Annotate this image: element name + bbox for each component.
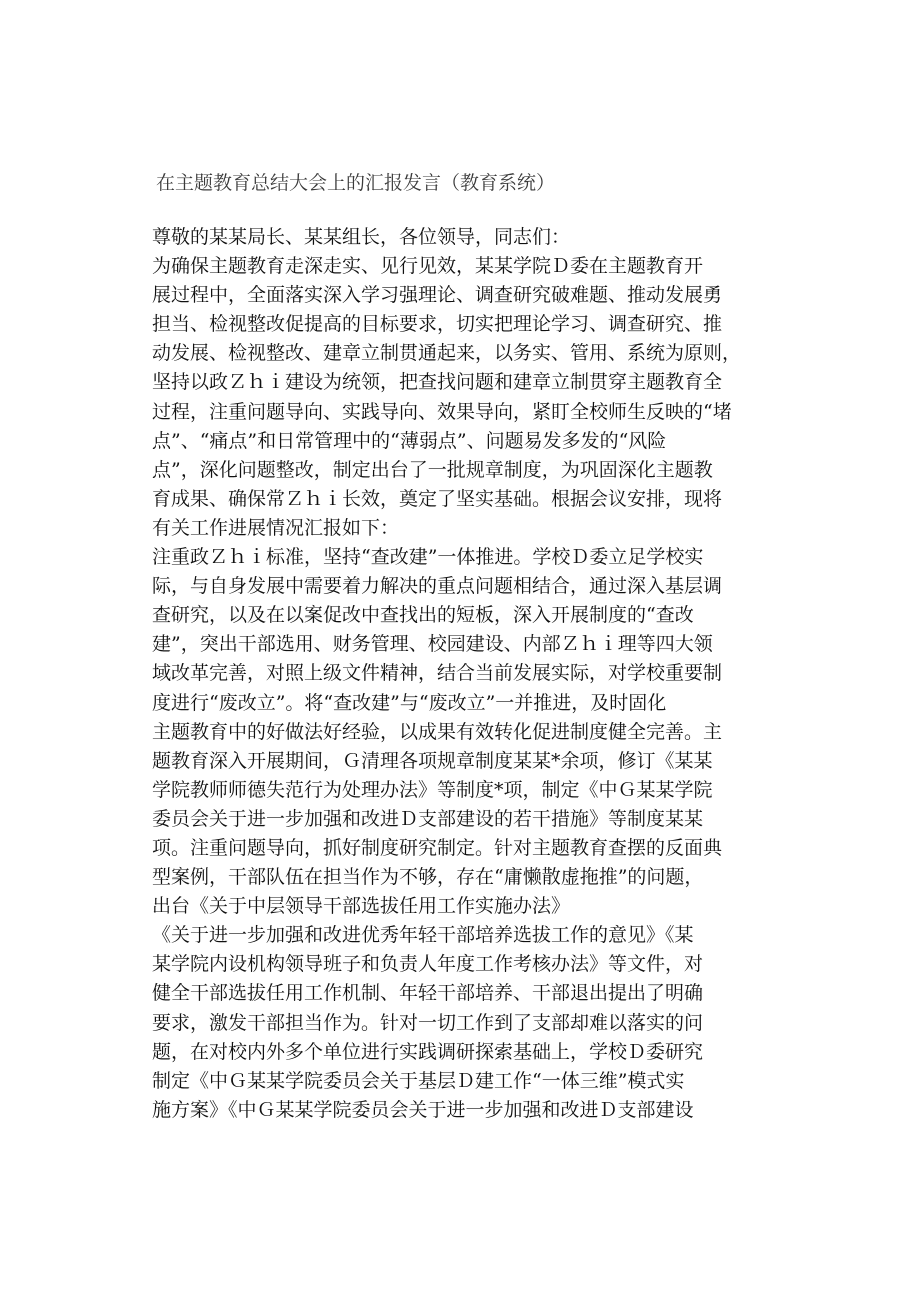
body-line: 建”，突出干部选用、财务管理、校园建设、内部Ｚｈｉ理等四大领 (152, 633, 713, 656)
body-line: 项。注重问题导向，抓好制度研究制定。针对主题教育查摆的反面典 (152, 836, 723, 859)
body-line: 尊敬的某某局长、某某组长，各位领导，同志们： (152, 226, 571, 248)
body-line: 坚持以政Ｚｈｉ建设为统领，把查找问题和建章立制贯穿主题教育全 (152, 371, 723, 394)
body-line: 主题教育中的好做法好经验，以成果有效转化促进制度健全完善。主 (152, 720, 723, 743)
body-line: 域改革完善，对照上级文件精神，结合当前发展实际，对学校重要制 (152, 662, 723, 685)
body-line: 查研究，以及在以案促改中查找出的短板，深入开展制度的“查改 (152, 604, 694, 627)
body-line: 要求，激发干部担当作为。针对一切工作到了支部却难以落实的问 (152, 1011, 704, 1034)
document-title: 在主题教育总结大会上的汇报发言（教育系统） (156, 172, 556, 194)
body-line: 健全干部选拔任用工作机制、年轻干部培养、干部退出提出了明确 (152, 982, 704, 1005)
body-line: 出台《关于中层领导干部选拔任用工作实施办法》 (152, 895, 571, 918)
body-line: 型案例，干部队伍在担当作为不够，存在“庸懒散虚拖推”的问题， (152, 866, 704, 889)
body-line: 际，与自身发展中需要着力解决的重点问题相结合，通过深入基层调 (152, 575, 723, 598)
body-line: 施方案》《中Ｇ某某学院委员会关于进一步加强和改进Ｄ支部建设 (152, 1098, 694, 1121)
body-line: 点”，深化问题整改，制定出台了一批规章制度，为巩固深化主题教 (152, 458, 713, 481)
body-line: 育成果、确保常Ｚｈｉ长效，奠定了坚实基础。根据会议安排，现将 (152, 487, 723, 510)
body-line: 展过程中，全面落实深入学习强理论、调查研究破难题、推动发展勇 (152, 284, 723, 307)
body-line: 过程，注重问题导向、实践导向、效果导向，紧盯全校师生反映的“堵 (152, 400, 732, 423)
body-line: 委员会关于进一步加强和改进Ｄ支部建设的若干措施》等制度某某 (152, 807, 704, 830)
body-line: 为确保主题教育走深走实、见行见效，某某学院Ｄ委在主题教育开 (152, 255, 704, 278)
body-line: 度进行“废改立”。将“查改建”与“废改立”一并推进，及时固化 (152, 691, 667, 714)
body-line: 制定《中Ｇ某某学院委员会关于基层Ｄ建工作“一体三维”模式实 (152, 1069, 685, 1092)
body-line: 担当、检视整改促提高的目标要求，切实把理论学习、调查研究、推 (152, 313, 723, 336)
body-line: 学院教师师德失范行为处理办法》等制度*项，制定《中Ｇ某某学院 (152, 778, 713, 801)
body-line: 题教育深入开展期间，Ｇ清理各项规章制度某某*余项，修订《某某 (152, 749, 713, 772)
document-body (152, 223, 774, 1125)
body-line: 《关于进一步加强和改进优秀年轻干部培养选拔工作的意见》《某 (152, 924, 694, 947)
body-line: 某学院内设机构领导班子和负责人年度工作考核办法》等文件，对 (152, 953, 704, 976)
body-line: 点”、“痛点”和日常管理中的“薄弱点”、问题易发多发的“风险 (152, 429, 667, 452)
body-line: 注重政Ｚｈｉ标准，坚持“查改建”一体推进。学校Ｄ委立足学校实 (152, 546, 704, 569)
body-line: 动发展、检视整改、建章立制贯通起来，以务实、管用、系统为原则， (152, 342, 742, 365)
body-line: 题，在对校内外多个单位进行实践调研探索基础上，学校Ｄ委研究 (152, 1040, 704, 1063)
body-line: 有关工作进展情况汇报如下： (152, 516, 400, 539)
